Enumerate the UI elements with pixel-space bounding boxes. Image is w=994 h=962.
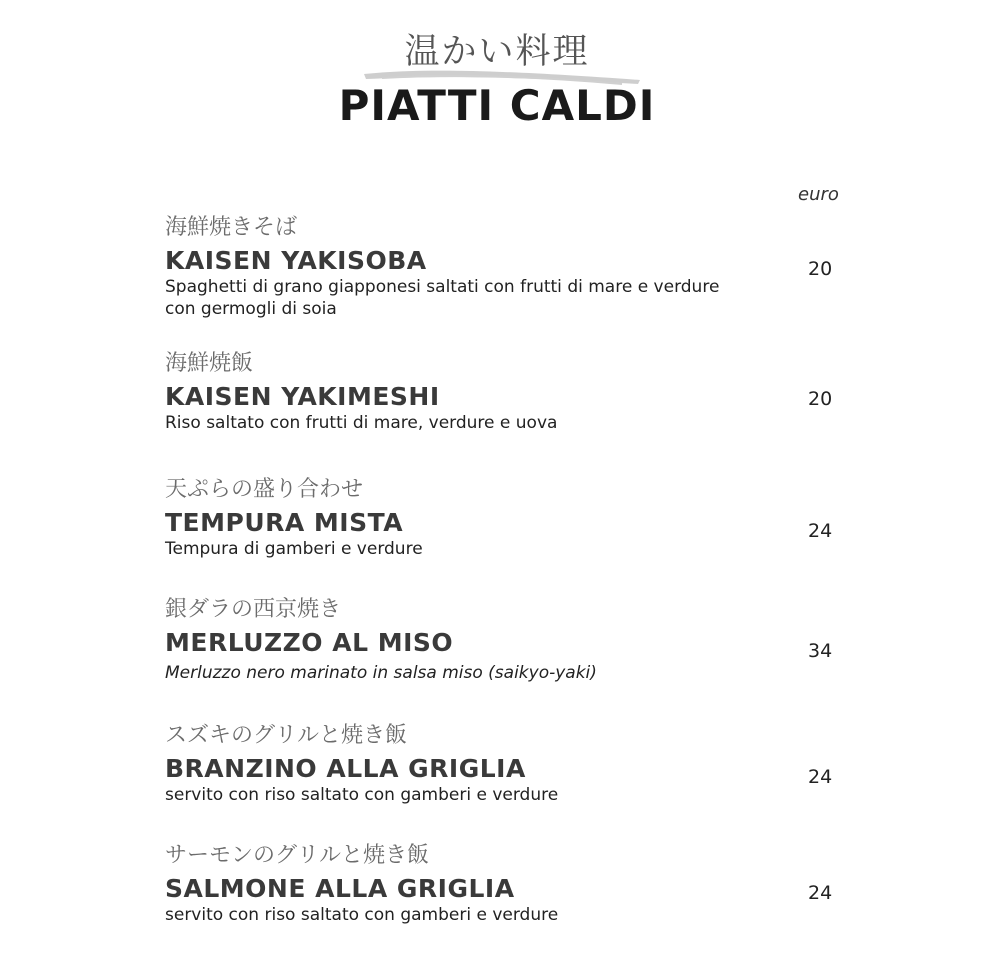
dish-name: TEMPURA MISTA [165,508,404,537]
dish-name: BRANZINO ALLA GRIGLIA [165,754,526,783]
currency-label: euro [798,184,839,205]
dish-description: Spaghetti di grano giapponesi saltati con frutti di mare e verdure con germogli di soia [165,277,720,319]
dish-price: 24 [808,520,833,542]
dish-name: SALMONE ALLA GRIGLIA [165,874,515,903]
menu-item [165,596,865,684]
dish-name-japanese: 海鮮焼飯 [165,351,254,376]
dish-description: Riso saltato con frutti di mare, verdure e uova [165,413,558,433]
dish-name-japanese: 天ぷらの盛り合わせ [165,477,364,502]
menu-item [165,842,865,926]
dish-name-japanese: 銀ダラの西京焼き [165,597,342,622]
dish-name: KAISEN YAKIMESHI [165,382,440,411]
dish-description: servito con riso saltato con gamberi e verdure [165,785,559,805]
section-title-japanese: 温かい料理 [404,32,590,72]
dish-name-japanese: スズキのグリルと焼き飯 [165,723,408,748]
dish-price: 20 [808,388,833,410]
dish-name-japanese: 海鮮焼きそば [165,215,298,240]
dish-price: 24 [808,766,833,788]
dish-name: MERLUZZO AL MISO [165,628,454,657]
menu-item [165,722,865,806]
dish-name: KAISEN YAKISOBA [165,246,427,275]
dish-price: 34 [808,640,833,662]
menu-item [165,350,865,434]
section-title: PIATTI CALDI [338,81,656,130]
dish-description: Tempura di gamberi e verdure [165,539,423,559]
dish-description: servito con riso saltato con gamberi e verdure [165,905,559,925]
menu-header [0,30,994,132]
dish-description: Merluzzo nero marinato in salsa miso (saikyo-yaki) [165,663,597,683]
dish-name-japanese: サーモンのグリルと焼き飯 [165,843,430,868]
menu-item [165,476,865,560]
menu-item [165,214,865,320]
dish-price: 20 [808,258,833,280]
dish-price: 24 [808,882,833,904]
